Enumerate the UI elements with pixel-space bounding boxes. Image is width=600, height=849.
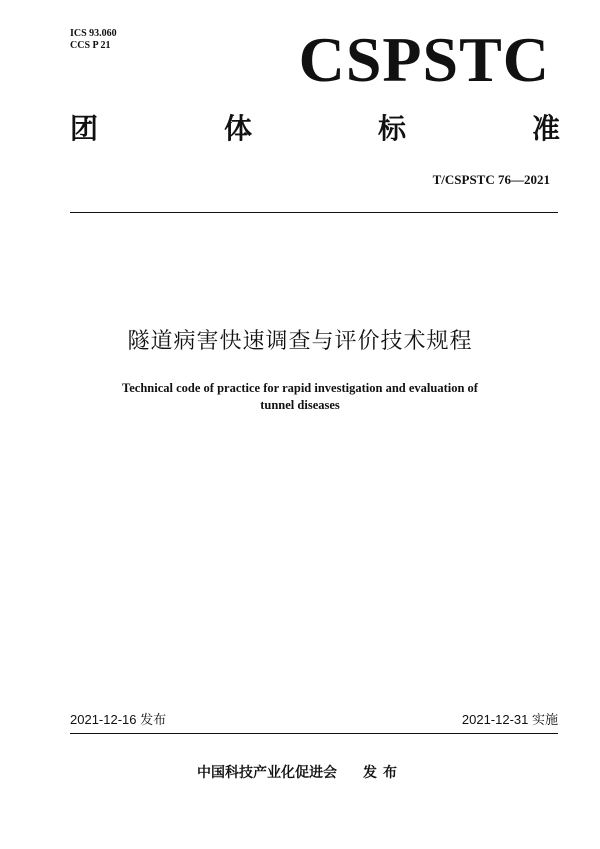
ccs-code: CCS P 21 — [70, 40, 111, 51]
standard-number: T/CSPSTC 76—2021 — [432, 172, 550, 187]
title-en-line-1: Technical code of practice for rapid investigation and evaluation of — [122, 381, 478, 395]
standard-type-heading — [70, 112, 560, 146]
issuer-action: 发布 — [363, 765, 403, 781]
implementation-date: 2021-12-31 实施 — [461, 712, 558, 727]
standard-type-char-4: 准 — [531, 112, 560, 145]
issuer-organization: 中国科技产业化促进会 — [197, 765, 337, 781]
issuer-line — [0, 764, 600, 782]
document-title-chinese: 隧道病害快速调查与评价技术规程 — [127, 329, 473, 354]
brand-logo-text: CSPSTC — [298, 24, 550, 95]
document-title-english — [0, 380, 600, 414]
standard-type-char-3: 标 — [377, 112, 406, 145]
title-en-line-2: tunnel diseases — [260, 398, 340, 412]
standard-type-char-2: 体 — [223, 112, 252, 145]
classification-codes — [70, 28, 117, 52]
ics-code: ICS 93.060 — [70, 28, 117, 39]
bottom-divider — [70, 733, 558, 734]
standard-type-char-1: 团 — [70, 112, 99, 145]
publish-date: 2021-12-16 发布 — [70, 712, 167, 727]
top-divider — [70, 212, 558, 213]
